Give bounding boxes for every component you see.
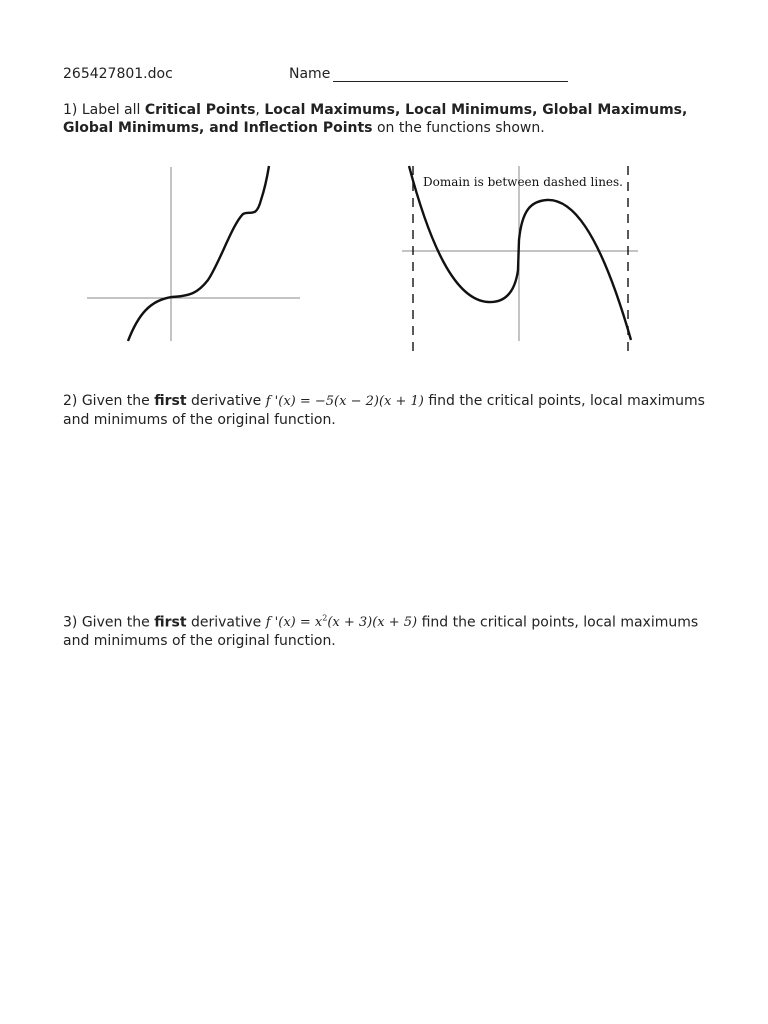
graph-2-curve: [409, 166, 631, 340]
question-3: [63, 610, 713, 650]
separator: ,: [255, 102, 260, 118]
name-blank-line[interactable]: [333, 81, 568, 82]
graph-1-curve: [128, 166, 269, 341]
question-tail: find the critical points, local maximums and minimums of the original function.: [63, 393, 705, 428]
graph-1: [87, 166, 300, 341]
question-tail: on the functions shown.: [376, 120, 545, 136]
question-bold-word: first: [154, 393, 187, 409]
term-extrema-inflection: Local Maximums, Local Minimums, Global Maximums, Global Minimums, and Inflection Points: [63, 102, 688, 136]
question-lead: Given the: [81, 614, 150, 631]
question-intro: Label all: [81, 102, 141, 118]
question-bold-word: first: [154, 614, 187, 631]
formula-exponent: 2: [322, 614, 328, 623]
question-mid: derivative: [190, 614, 262, 631]
formula-part-1: f '(x) = x: [265, 615, 323, 631]
filename: 265427801.doc: [63, 66, 173, 82]
derivative-formula: f '(x) = −5(x − 2)(x + 1): [265, 394, 424, 409]
question-number: 1): [63, 102, 78, 118]
name-label: Name: [289, 66, 331, 82]
graph-2-domain-note: Domain is between dashed lines.: [423, 175, 623, 189]
document-header: [63, 66, 703, 86]
question-mid: derivative: [190, 393, 262, 409]
term-critical-points: Critical Points: [144, 102, 256, 118]
question-1: [63, 101, 713, 137]
formula-part-2: (x + 3)(x + 5): [327, 615, 418, 631]
graph-2: [402, 166, 638, 352]
question-2: [63, 392, 713, 429]
question-lead: Given the: [81, 393, 150, 409]
question-number: 2): [63, 393, 78, 409]
derivative-formula: [266, 615, 417, 630]
question-tail: find the critical points, local maximums and minimums of the original function.: [63, 614, 699, 650]
question-number: 3): [63, 614, 78, 631]
